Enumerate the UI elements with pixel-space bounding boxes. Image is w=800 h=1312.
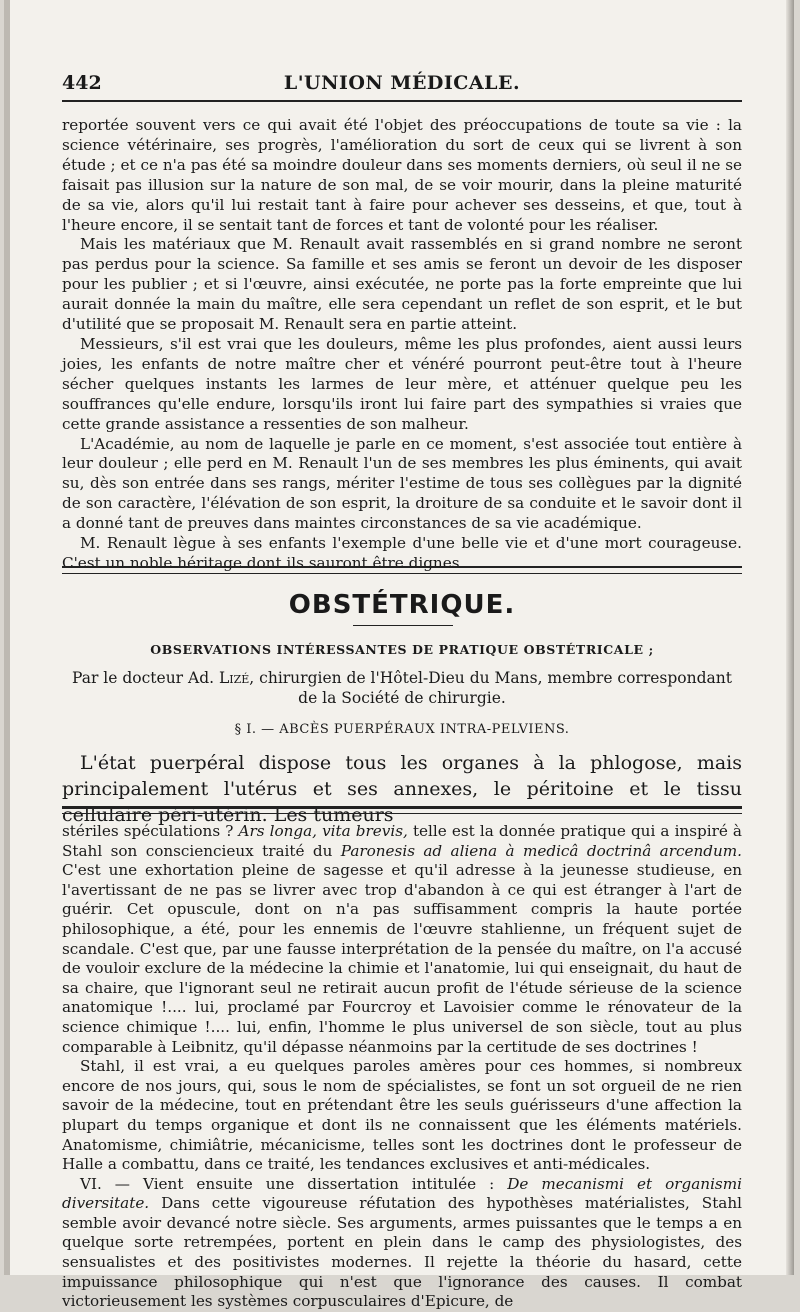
text-run: Dans cette vigoureuse réfutation des hypothèses matérialistes, Stahl semble avoir devancé notre siècle. Ses arguments, armes puissantes que le temps a en quelque sorte retrempées, portent en plein dans le camp des physiologistes, des sensualistes et des positivistes modernes. Il rejette la théorie du hasard, cette impuissance philosophique qui n'est que l'ignorance des causes. Il combat victorieusement les systèmes corpusculaires d'Epicure, de <box>62 1194 742 1311</box>
byline-prefix: Par le docteur Ad. <box>71 669 219 687</box>
byline-affiliation: , chirurgien de l'Hôtel-Dieu du Mans, membre correspondant de la Société de chirurgie. <box>249 669 732 707</box>
text-run: stériles spéculations ? <box>62 822 239 840</box>
paragraph: L'Académie, au nom de laquelle je parle en ce moment, s'est associée tout entière à leur douleur ; elle perd en M. Renault l'un de ses membres les plus éminents, qui avait su, dès son entrée dans ses rangs, mériter l'estime de tous ses collègues par la dignité de son caractère, l'élévation de son esprit, la droiture de sa conduite et le savoir dont il a donné tant de preuves dans maintes circonstances de sa vie académique. <box>62 434 742 533</box>
paragraph: reportée souvent vers ce qui avait été l'objet des préoccupations de toute sa vie : la science vétérinaire, ses progrès, l'amélioration du sort de ceux qui se livrent à son étude ; et ce n'a pas été sa moindre douleur dans ses moments derniers, où seul il ne se faisait pas illusion sur la nature de son mal, de se voir mourir, dans la pleine maturité de sa vie, alors qu'il lui restait tant à faire pour achever ses desseins, et que, tout à l'heure encore, il se sentait tant de forces et tant de volonté pour les réaliser. <box>62 116 742 234</box>
paragraph <box>62 822 742 1057</box>
obituary-text <box>62 116 742 574</box>
title-underline <box>353 625 453 626</box>
section-title: OBSTÉTRIQUE. <box>288 590 516 620</box>
feuilleton-divider <box>62 806 742 814</box>
running-title: L'UNION MÉDICALE. <box>283 72 521 94</box>
article-byline <box>62 668 742 708</box>
paragraph <box>62 1175 742 1312</box>
section-divider <box>62 566 742 574</box>
journal-page <box>4 0 794 1311</box>
paragraph: Stahl, il est vrai, a eu quelques paroles amères pour ces hommes, si nombreux encore de nos jours, qui, sous le nom de spécialistes, se font un sot orgueil de ne rien savoir de la médecine, tout en prétendant être les seuls guérisseurs d'une affection la plupart du temps organique et dont ils ne connaissent que les éléments matériels. Anatomisme, chimiâtrie, mécanicisme, telles sont les doctrines dont le professeur de Halle a combattu, dans ce traité, les tendances exclusives et anti-médicales. <box>62 1057 742 1174</box>
page-header <box>62 66 742 96</box>
page-gutter-shadow <box>4 0 10 1275</box>
paragraph: Messieurs, s'il est vrai que les douleurs, même les plus profondes, aient aussi leurs joies, les enfants de notre maître cher et vénéré pourront peut-être tout à l'heure sécher quelques instants les larmes de leur mère, et atténuer quelque peu les souffrances qu'elle endure, lorsqu'ils iront lui faire part des sympathies si vraies que cette grande assistance a ressenties de son malheur. <box>62 334 742 433</box>
feuilleton-text <box>62 822 742 1312</box>
work-title: Paronesis ad aliena à medicâ doctrinâ arcendum. <box>340 841 743 860</box>
work-title: De mecanismi et organismi diversitate. <box>62 1174 742 1213</box>
text-run: C'est une exhortation pleine de sagesse et qu'il adresse à la jeunesse studieuse, en l'avertissant de ne pas se livrer avec trop d'abandon à ce qui est étranger à l'art de guérir. Cet opuscule, dont on n'a pas suffisamment compris la haute portée philosophique, a été, pour les ennemis de l'œuvre stahlienne, un fréquent sujet de scandale. C'est que, par une fausse interprétation de la pensée du maître, on l'a accusé de vouloir exclure de la médecine la chimie et l'anatomie, lui qui enseignait, du haut de sa chaire, que l'ignorant seul ne retirait aucun profit de l'étude sérieuse de la science anatomique !.... lui, proclamé par Fourcroy et Lavoisier comme le rénovateur de la science chimique !.... lui, enfin, l'homme le plus universel de son siècle, tout au plus comparable à Leibnitz, qu'il dépasse néanmoins par la certitude de ses doctrines ! <box>62 861 742 1056</box>
article-title: OBSERVATIONS INTÉRESSANTES DE PRATIQUE OBSTÉTRICALE ; <box>150 642 654 657</box>
page-number: 442 <box>62 72 102 94</box>
page-edge-shadow <box>786 0 794 1275</box>
text-run: telle est la donnée pratique qui a inspiré à Stahl son consciencieux traité du <box>62 822 742 860</box>
paragraph: Mais les matériaux que M. Renault avait rassemblés en si grand nombre ne seront pas perdus pour la science. Sa famille et ses amis se feront un devoir de les disposer pour les publier ; et si l'œuvre, ainsi exécutée, ne porte pas la forte empreinte que lui aurait donnée la main du maître, elle sera cependant un reflet de son esprit, et le but d'utilité que se proposait M. Renault sera en partie atteint. <box>62 235 742 334</box>
latin-quote: Ars longa, vita brevis, <box>238 822 408 840</box>
header-rule <box>62 100 742 102</box>
paragraph: M. Renault lègue à ses enfants l'exemple d'une belle vie et d'une mort courageuse. C'est un noble héritage dont ils sauront être dignes. <box>62 534 742 572</box>
author-name: Lizé <box>218 669 250 687</box>
text-run: VI. — Vient ensuite une dissertation intitulée : <box>80 1174 508 1193</box>
subsection-heading: § I. — ABCÈS PUERPÉRAUX INTRA-PELVIENS. <box>234 722 570 737</box>
article-lead-paragraph: L'état puerpéral dispose tous les organes à la phlogose, mais principalement l'utérus et ses annexes, le péritoine et le tissu cellulaire péri-utérin. Les tumeurs <box>62 752 742 826</box>
